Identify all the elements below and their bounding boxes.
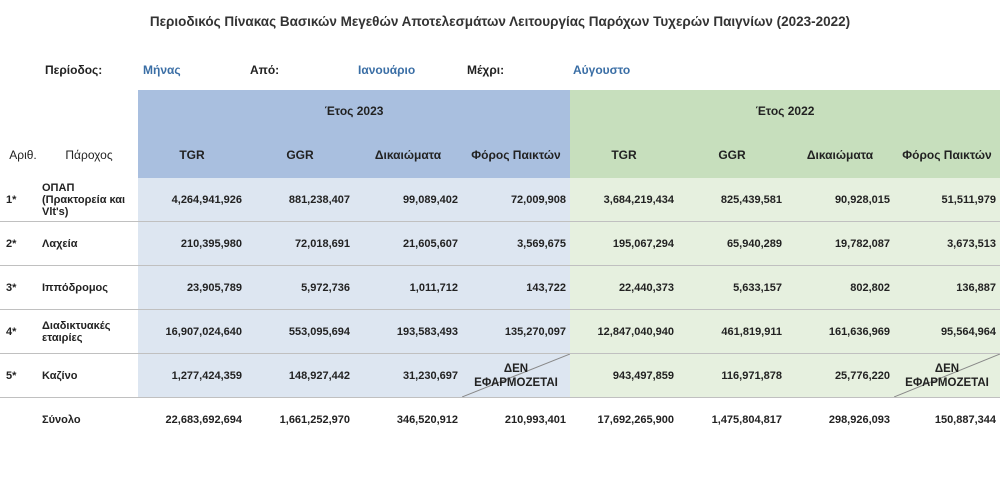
not-applicable-text: ΔΕΝ ΕΦΑΡΜΟΖΕΤΑΙ [474,362,558,389]
table-cell: 5,633,157 [678,266,786,310]
table-cell: 99,089,402 [354,178,462,222]
table-cell: 881,238,407 [246,178,354,222]
total-cell: 150,887,344 [934,414,996,426]
not-applicable-text: ΔΕΝ ΕΦΑΡΜΟΖΕΤΑΙ [905,362,989,389]
table-cell: 22,440,373 [570,266,678,310]
table-cell: 135,270,097 [462,310,570,354]
to-label: Μέχρι: [467,63,505,77]
row-index: 1* [0,178,40,222]
table-cell: 23,905,789 [138,266,246,310]
table-cell: 95,564,964 [894,310,1000,354]
table-cell: 210,395,980 [138,222,246,266]
row-provider: Καζίνο [40,354,138,398]
page-title: Περιοδικός Πίνακας Βασικών Μεγεθών Αποτελεσμάτων Λειτουργίας Παρόχων Τυχερών Παιγνίων (2023-2022) [149,14,851,29]
col-header: Δικαιώματα [786,132,894,178]
table-cell: 802,802 [786,266,894,310]
col-header: Φόρος Παικτών [894,132,1000,178]
col-header: Δικαιώματα [354,132,462,178]
to-value: Αύγουστο [573,63,631,77]
row-index: 5* [0,354,40,398]
not-applicable-cell [462,354,570,398]
table-cell: 31,230,697 [354,354,462,398]
row-provider: Διαδικτυακές εταιρίες [40,310,138,354]
table-cell: 461,819,911 [678,310,786,354]
table-cell: 3,673,513 [894,222,1000,266]
table-cell: 193,583,493 [354,310,462,354]
total-cell: 346,520,912 [396,414,458,426]
table-cell: 136,887 [894,266,1000,310]
row-provider: ΟΠΑΠ (Πρακτορεία και Vlt's) [40,178,138,222]
table-cell: 51,511,979 [894,178,1000,222]
row-provider: Λαχεία [40,222,138,266]
table-cell: 72,009,908 [462,178,570,222]
table-cell: 90,928,015 [786,178,894,222]
table-cell: 65,940,289 [678,222,786,266]
table-cell: 943,497,859 [570,354,678,398]
table-cell: 116,971,878 [678,354,786,398]
row-index: 3* [0,266,40,310]
total-cell: 298,926,093 [828,414,890,426]
table-cell: 1,277,424,359 [138,354,246,398]
table-cell: 4,264,941,926 [138,178,246,222]
table-cell: 143,722 [462,266,570,310]
from-label: Από: [250,63,280,77]
table-cell: 16,907,024,640 [138,310,246,354]
row-provider: Ιππόδρομος [40,266,138,310]
table-cell: 25,776,220 [786,354,894,398]
period-label: Περίοδος: [45,63,103,77]
table-cell: 3,684,219,434 [570,178,678,222]
col-header: GGR [678,132,786,178]
table-cell: 3,569,675 [462,222,570,266]
col-header: TGR [570,132,678,178]
results-table [0,90,1000,442]
year-2023-header: Έτος 2023 [138,90,570,132]
col-provider-header: Πάροχος [65,148,113,162]
table-row [0,266,1000,310]
table-cell: 195,067,294 [570,222,678,266]
table-row [0,310,1000,354]
total-label: Σύνολο [42,414,81,426]
col-header: Φόρος Παικτών [462,132,570,178]
diagonal-line-icon [462,354,570,397]
col-index-header: Αριθ. [9,148,37,162]
table-cell: 161,636,969 [786,310,894,354]
row-index: 2* [0,222,40,266]
table-cell: 21,605,607 [354,222,462,266]
table-cell: 825,439,581 [678,178,786,222]
col-header: GGR [246,132,354,178]
table-cell: 5,972,736 [246,266,354,310]
total-cell: 17,692,265,900 [597,414,674,426]
row-index: 4* [0,310,40,354]
table-cell: 148,927,442 [246,354,354,398]
period-value: Μήνας [143,63,181,77]
not-applicable-cell [894,354,1000,398]
col-header: TGR [138,132,246,178]
diagonal-line-icon [894,354,1000,397]
table-row [0,222,1000,266]
table-cell: 12,847,040,940 [570,310,678,354]
table-cell: 1,011,712 [354,266,462,310]
total-cell: 210,993,401 [504,414,566,426]
table-row [0,354,1000,398]
year-2022-header: Έτος 2022 [570,90,1000,132]
table-cell: 553,095,694 [246,310,354,354]
table-cell: 72,018,691 [246,222,354,266]
table-cell: 19,782,087 [786,222,894,266]
table-row [0,178,1000,222]
from-value: Ιανουάριο [358,63,416,77]
total-cell: 1,661,252,970 [279,414,350,426]
total-cell: 22,683,692,694 [165,414,242,426]
total-cell: 1,475,804,817 [711,414,782,426]
